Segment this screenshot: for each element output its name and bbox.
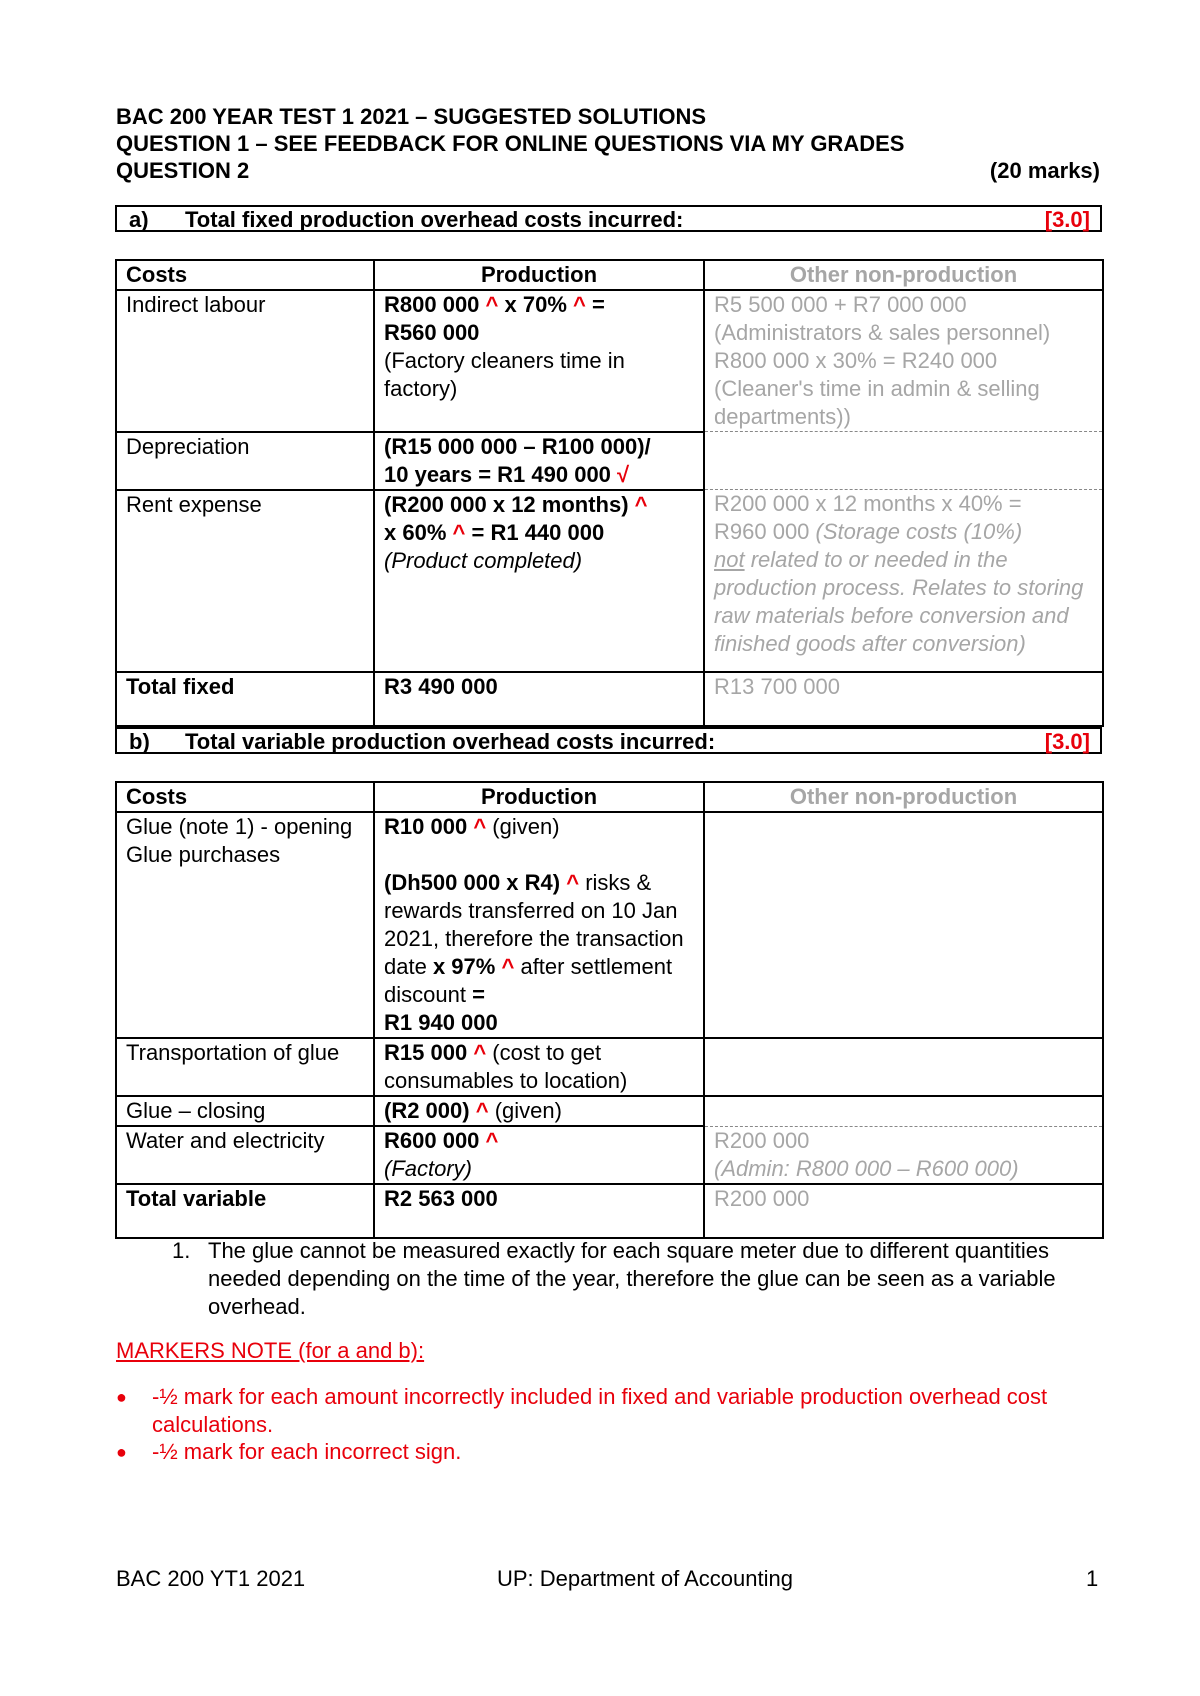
mark-caret: ^ — [473, 1040, 487, 1065]
total-row — [116, 672, 1103, 726]
other-amount: R200 000 x 12 months x 40% = — [714, 491, 1022, 516]
cell-cost: Water and electricity — [116, 1126, 374, 1184]
part-a-heading — [115, 205, 1102, 232]
part-a-marks: [3.0] — [1044, 207, 1090, 232]
amount: (R2 000) — [384, 1098, 470, 1123]
mark-caret: ^ — [473, 814, 487, 839]
mark-caret: ^ — [501, 954, 515, 979]
other-explanation: related to or needed in the production process. Relates to storing raw materials before conversion and finished goods after conversion) — [714, 547, 1084, 656]
total-row — [116, 1184, 1103, 1238]
cell-cost: Rent expense — [116, 490, 374, 672]
explanation: (cost to get consumables to location) — [384, 1040, 628, 1093]
cost-label: Glue purchases — [126, 842, 281, 867]
amount: 10 years = R1 490 000 — [384, 461, 611, 487]
cell-other — [704, 1126, 1103, 1184]
cell-cost — [116, 812, 374, 1038]
col-production: Production — [374, 782, 704, 812]
question2-heading — [116, 157, 1100, 185]
cost-label: Glue (note 1) - opening — [126, 814, 353, 839]
cell-production — [374, 490, 704, 672]
mark-caret: ^ — [475, 1098, 489, 1123]
cell-cost: Indirect labour — [116, 290, 374, 432]
fixed-overhead-table — [115, 259, 1104, 727]
part-b-title: Total variable production overhead costs incurred: — [185, 729, 716, 754]
table-row — [116, 1038, 1103, 1096]
mark-caret: ^ — [485, 1128, 499, 1153]
amount: x 97% — [432, 954, 496, 979]
col-other: Other non-production — [704, 782, 1103, 812]
other-amount: R200 000 — [714, 1127, 810, 1153]
part-a-label: a) — [129, 207, 149, 232]
note-text: The glue cannot be measured exactly for each square meter due to different quantities needed depending on the time of the year, therefore the glue can be seen as a variable overhead. — [208, 1238, 1056, 1319]
table-header-row — [116, 260, 1103, 290]
cell-production — [374, 290, 704, 432]
mark-caret: ^ — [452, 519, 466, 545]
operator: = — [472, 982, 485, 1007]
other-explanation: (Storage costs (10%) — [815, 519, 1023, 544]
markers-note-title: MARKERS NOTE (for a and b): — [116, 1338, 425, 1363]
cell-other: R13 700 000 — [704, 672, 1103, 726]
cell-production — [374, 812, 704, 1038]
table-row — [116, 432, 1103, 490]
other-explanation: not — [714, 547, 745, 572]
footer-center: UP: Department of Accounting — [497, 1566, 793, 1591]
col-costs: Costs — [116, 260, 374, 290]
cell-production: R3 490 000 — [374, 672, 704, 726]
other-amount: R960 000 — [714, 519, 810, 544]
doc-title: BAC 200 YEAR TEST 1 2021 – SUGGESTED SOLUTIONS — [116, 104, 707, 129]
other-explanation: (Administrators & sales personnel) — [714, 320, 1051, 345]
amount: R600 000 — [384, 1128, 480, 1153]
amount: R800 000 — [384, 292, 480, 317]
page-number: 1 — [1086, 1566, 1099, 1591]
cell-cost: Glue – closing — [116, 1096, 374, 1126]
part-b-marks: [3.0] — [1044, 729, 1090, 754]
question1-note: QUESTION 1 – SEE FEEDBACK FOR ONLINE QUESTIONS VIA MY GRADES — [116, 131, 905, 156]
question2-label: QUESTION 2 — [116, 158, 250, 183]
cell-production — [374, 1126, 704, 1184]
amount: x 60% — [384, 519, 447, 545]
part-a-title: Total fixed production overhead costs incurred: — [185, 207, 684, 232]
bullet-icon: ● — [116, 1387, 127, 1407]
amount: R15 000 — [384, 1040, 468, 1065]
mark-caret: ^ — [566, 870, 580, 895]
cell-other — [704, 1096, 1103, 1126]
amount: (Dh500 000 x R4) — [384, 870, 561, 895]
cell-other — [704, 490, 1103, 672]
explanation: (Factory cleaners time in factory) — [384, 348, 625, 401]
col-production: Production — [374, 260, 704, 290]
amount: R1 940 000 — [384, 1010, 498, 1035]
table-row — [116, 812, 1103, 1038]
amount: R10 000 — [384, 814, 468, 839]
question2-marks: (20 marks) — [989, 158, 1100, 183]
cell-other — [704, 432, 1103, 490]
table-row — [116, 490, 1103, 672]
explanation: (given) — [492, 814, 560, 839]
amount: x 70% — [504, 292, 567, 317]
amount: (R200 000 x 12 months) — [384, 491, 629, 517]
cell-production — [374, 1096, 704, 1126]
cell-other — [704, 1038, 1103, 1096]
cell-cost: Depreciation — [116, 432, 374, 490]
other-explanation: (Admin: R800 000 – R600 000) — [714, 1155, 1019, 1181]
other-amount: R5 500 000 + R7 000 000 — [714, 292, 967, 317]
cell-production — [374, 1038, 704, 1096]
bullet-text: -½ mark for each amount incorrectly included in fixed and variable production overhead cost calculations. — [152, 1384, 1048, 1437]
col-other: Other non-production — [704, 260, 1103, 290]
other-amount: R800 000 x 30% = R240 000 — [714, 348, 998, 373]
other-explanation: (Cleaner's time in admin & selling departments)) — [714, 376, 1040, 429]
cell-production: R2 563 000 — [374, 1184, 704, 1238]
note-number: 1. — [172, 1238, 191, 1263]
mark-caret: ^ — [634, 491, 648, 517]
cell-cost: Total fixed — [116, 672, 374, 726]
table-row — [116, 1096, 1103, 1126]
amount: (R15 000 000 – R100 000)/ — [384, 433, 651, 459]
explanation: risks & rewards transferred on 10 Jan 2021, therefore the transaction date — [384, 870, 684, 979]
bullet-text: -½ mark for each incorrect sign. — [152, 1439, 462, 1464]
cell-other — [704, 290, 1103, 432]
col-costs: Costs — [116, 782, 374, 812]
cell-cost: Total variable — [116, 1184, 374, 1238]
explanation: after settlement discount — [384, 954, 673, 1007]
explanation: (Product completed) — [384, 547, 583, 573]
table-row — [116, 1126, 1103, 1184]
bullet-icon: ● — [116, 1442, 127, 1462]
variable-overhead-table — [115, 781, 1104, 1239]
cell-production — [374, 432, 704, 490]
cell-other: R200 000 — [704, 1184, 1103, 1238]
amount: R560 000 — [384, 320, 480, 345]
mark-caret: ^ — [485, 292, 499, 317]
mark-caret: ^ — [573, 292, 586, 317]
table-row — [116, 290, 1103, 432]
part-b-heading — [115, 727, 1102, 754]
table-header-row — [116, 782, 1103, 812]
part-b-label: b) — [129, 729, 150, 754]
cell-other — [704, 812, 1103, 1038]
operator: = — [592, 292, 605, 317]
footer-left: BAC 200 YT1 2021 — [116, 1566, 306, 1591]
explanation: (given) — [494, 1098, 562, 1123]
explanation: (Factory) — [384, 1156, 472, 1181]
tick-icon: √ — [617, 461, 630, 487]
amount: = R1 440 000 — [471, 519, 605, 545]
cell-cost: Transportation of glue — [116, 1038, 374, 1096]
